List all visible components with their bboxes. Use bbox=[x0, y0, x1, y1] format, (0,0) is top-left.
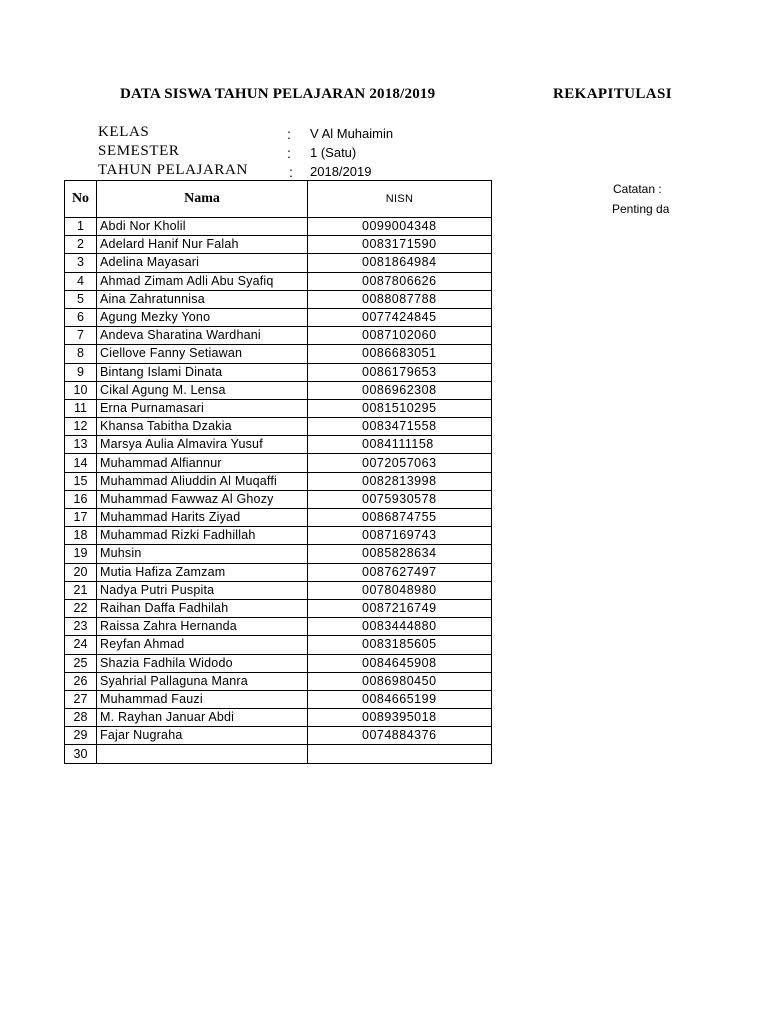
meta-value-kelas: V Al Muhaimin bbox=[310, 126, 394, 141]
student-name-cell: Muhammad Alfiannur bbox=[97, 454, 308, 472]
nisn-cell: 0087216749 bbox=[308, 599, 492, 617]
row-number-cell: 30 bbox=[65, 745, 97, 763]
row-number-cell: 6 bbox=[65, 308, 97, 326]
table-row bbox=[65, 490, 492, 508]
row-number-cell: 27 bbox=[65, 690, 97, 708]
student-name-cell: Muhammad Aliuddin Al Muqaffi bbox=[97, 472, 308, 490]
row-number-cell: 11 bbox=[65, 399, 97, 417]
table-row bbox=[65, 509, 492, 527]
nisn-cell: 0081864984 bbox=[308, 254, 492, 272]
table-row bbox=[65, 308, 492, 326]
nisn-cell: 0087806626 bbox=[308, 272, 492, 290]
table-row bbox=[65, 690, 492, 708]
row-number-cell: 17 bbox=[65, 509, 97, 527]
nisn-cell: 0083171590 bbox=[308, 236, 492, 254]
nisn-cell: 0075930578 bbox=[308, 490, 492, 508]
row-number-cell: 7 bbox=[65, 327, 97, 345]
student-name-cell: Ahmad Zimam Adli Abu Syafiq bbox=[97, 272, 308, 290]
document-title: DATA SISWA TAHUN PELAJARAN 2018/2019 bbox=[120, 86, 436, 102]
row-number-cell: 23 bbox=[65, 618, 97, 636]
table-row bbox=[65, 599, 492, 617]
table-row bbox=[65, 436, 492, 454]
meta-colon-kelas: : bbox=[287, 126, 291, 142]
nisn-cell: 0089395018 bbox=[308, 709, 492, 727]
notes-label: Catatan : bbox=[613, 182, 662, 196]
row-number-cell: 8 bbox=[65, 345, 97, 363]
student-name-cell: Aina Zahratunnisa bbox=[97, 290, 308, 308]
table-row bbox=[65, 727, 492, 745]
table-row bbox=[65, 290, 492, 308]
meta-colon-semester: : bbox=[287, 145, 291, 161]
nisn-cell: 0086962308 bbox=[308, 381, 492, 399]
meta-value-tahun-pelajaran: 2018/2019 bbox=[310, 164, 372, 179]
table-row bbox=[65, 399, 492, 417]
table-row bbox=[65, 618, 492, 636]
table-row bbox=[65, 418, 492, 436]
row-number-cell: 19 bbox=[65, 545, 97, 563]
student-name-cell: Marsya Aulia Almavira Yusuf bbox=[97, 436, 308, 454]
row-number-cell: 4 bbox=[65, 272, 97, 290]
row-number-cell: 21 bbox=[65, 581, 97, 599]
nisn-cell: 0082813998 bbox=[308, 472, 492, 490]
student-name-cell: Erna Purnamasari bbox=[97, 399, 308, 417]
row-number-cell: 22 bbox=[65, 599, 97, 617]
student-name-cell: Agung Mezky Yono bbox=[97, 308, 308, 326]
nisn-cell: 0078048980 bbox=[308, 581, 492, 599]
table-row bbox=[65, 527, 492, 545]
nisn-cell: 0085828634 bbox=[308, 545, 492, 563]
row-number-cell: 3 bbox=[65, 254, 97, 272]
student-name-cell: Reyfan Ahmad bbox=[97, 636, 308, 654]
table-row bbox=[65, 218, 492, 236]
row-number-cell: 1 bbox=[65, 218, 97, 236]
student-name-cell: M. Rayhan Januar Abdi bbox=[97, 709, 308, 727]
student-name-cell: Muhsin bbox=[97, 545, 308, 563]
student-name-cell: Andeva Sharatina Wardhani bbox=[97, 327, 308, 345]
meta-colon-tahun-pelajaran: : bbox=[289, 164, 293, 180]
row-number-cell: 20 bbox=[65, 563, 97, 581]
row-number-cell: 10 bbox=[65, 381, 97, 399]
column-header-nisn: NISN bbox=[308, 181, 492, 218]
nisn-cell: 0081510295 bbox=[308, 399, 492, 417]
nisn-cell: 0084645908 bbox=[308, 654, 492, 672]
nisn-cell: 0083471558 bbox=[308, 418, 492, 436]
nisn-cell: 0074884376 bbox=[308, 727, 492, 745]
student-name-cell: Bintang Islami Dinata bbox=[97, 363, 308, 381]
nisn-cell bbox=[308, 745, 492, 763]
rekapitulasi-title: REKAPITULASI bbox=[553, 86, 672, 102]
table-row bbox=[65, 236, 492, 254]
student-name-cell bbox=[97, 745, 308, 763]
row-number-cell: 13 bbox=[65, 436, 97, 454]
student-name-cell: Raihan Daffa Fadhilah bbox=[97, 599, 308, 617]
table-row bbox=[65, 454, 492, 472]
student-name-cell: Syahrial Pallaguna Manra bbox=[97, 672, 308, 690]
nisn-cell: 0099004348 bbox=[308, 218, 492, 236]
table-row bbox=[65, 581, 492, 599]
row-number-cell: 2 bbox=[65, 236, 97, 254]
table-row bbox=[65, 563, 492, 581]
student-name-cell: Adelard Hanif Nur Falah bbox=[97, 236, 308, 254]
row-number-cell: 15 bbox=[65, 472, 97, 490]
nisn-cell: 0087169743 bbox=[308, 527, 492, 545]
nisn-cell: 0084665199 bbox=[308, 690, 492, 708]
student-name-cell: Fajar Nugraha bbox=[97, 727, 308, 745]
student-name-cell: Mutia Hafiza Zamzam bbox=[97, 563, 308, 581]
row-number-cell: 14 bbox=[65, 454, 97, 472]
table-row bbox=[65, 472, 492, 490]
meta-label-kelas: KELAS bbox=[98, 124, 150, 140]
student-name-cell: Ciellove Fanny Setiawan bbox=[97, 345, 308, 363]
table-row bbox=[65, 636, 492, 654]
student-name-cell: Adelina Mayasari bbox=[97, 254, 308, 272]
table-row bbox=[65, 363, 492, 381]
nisn-cell: 0086179653 bbox=[308, 363, 492, 381]
row-number-cell: 25 bbox=[65, 654, 97, 672]
nisn-cell: 0087102060 bbox=[308, 327, 492, 345]
student-name-cell: Muhammad Fauzi bbox=[97, 690, 308, 708]
row-number-cell: 28 bbox=[65, 709, 97, 727]
nisn-cell: 0086980450 bbox=[308, 672, 492, 690]
nisn-cell: 0084111158 bbox=[308, 436, 492, 454]
meta-label-tahun-pelajaran: TAHUN PELAJARAN bbox=[98, 162, 248, 178]
student-name-cell: Khansa Tabitha Dzakia bbox=[97, 418, 308, 436]
table-row bbox=[65, 654, 492, 672]
table-row bbox=[65, 345, 492, 363]
table-row bbox=[65, 254, 492, 272]
table-row bbox=[65, 545, 492, 563]
column-header-nama: Nama bbox=[97, 181, 308, 218]
notes-text: Penting da bbox=[612, 202, 670, 216]
nisn-cell: 0086683051 bbox=[308, 345, 492, 363]
row-number-cell: 18 bbox=[65, 527, 97, 545]
row-number-cell: 12 bbox=[65, 418, 97, 436]
row-number-cell: 9 bbox=[65, 363, 97, 381]
student-name-cell: Muhammad Fawwaz Al Ghozy bbox=[97, 490, 308, 508]
meta-value-semester: 1 (Satu) bbox=[310, 145, 357, 160]
student-name-cell: Muhammad Harits Ziyad bbox=[97, 509, 308, 527]
row-number-cell: 29 bbox=[65, 727, 97, 745]
student-name-cell: Muhammad Rizki Fadhillah bbox=[97, 527, 308, 545]
table-row bbox=[65, 272, 492, 290]
row-number-cell: 16 bbox=[65, 490, 97, 508]
student-name-cell: Cikal Agung M. Lensa bbox=[97, 381, 308, 399]
row-number-cell: 26 bbox=[65, 672, 97, 690]
nisn-cell: 0087627497 bbox=[308, 563, 492, 581]
meta-label-semester: SEMESTER bbox=[98, 143, 180, 159]
table-row bbox=[65, 709, 492, 727]
row-number-cell: 5 bbox=[65, 290, 97, 308]
student-table bbox=[64, 180, 492, 764]
column-header-no: No bbox=[65, 181, 97, 218]
table-row bbox=[65, 327, 492, 345]
nisn-cell: 0077424845 bbox=[308, 308, 492, 326]
table-row bbox=[65, 672, 492, 690]
nisn-cell: 0086874755 bbox=[308, 509, 492, 527]
nisn-cell: 0072057063 bbox=[308, 454, 492, 472]
row-number-cell: 24 bbox=[65, 636, 97, 654]
nisn-cell: 0088087788 bbox=[308, 290, 492, 308]
student-name-cell: Shazia Fadhila Widodo bbox=[97, 654, 308, 672]
table-row bbox=[65, 381, 492, 399]
student-name-cell: Nadya Putri Puspita bbox=[97, 581, 308, 599]
nisn-cell: 0083185605 bbox=[308, 636, 492, 654]
table-header-row bbox=[65, 181, 492, 218]
table-row bbox=[65, 745, 492, 763]
student-name-cell: Abdi Nor Kholil bbox=[97, 218, 308, 236]
student-name-cell: Raissa Zahra Hernanda bbox=[97, 618, 308, 636]
nisn-cell: 0083444880 bbox=[308, 618, 492, 636]
